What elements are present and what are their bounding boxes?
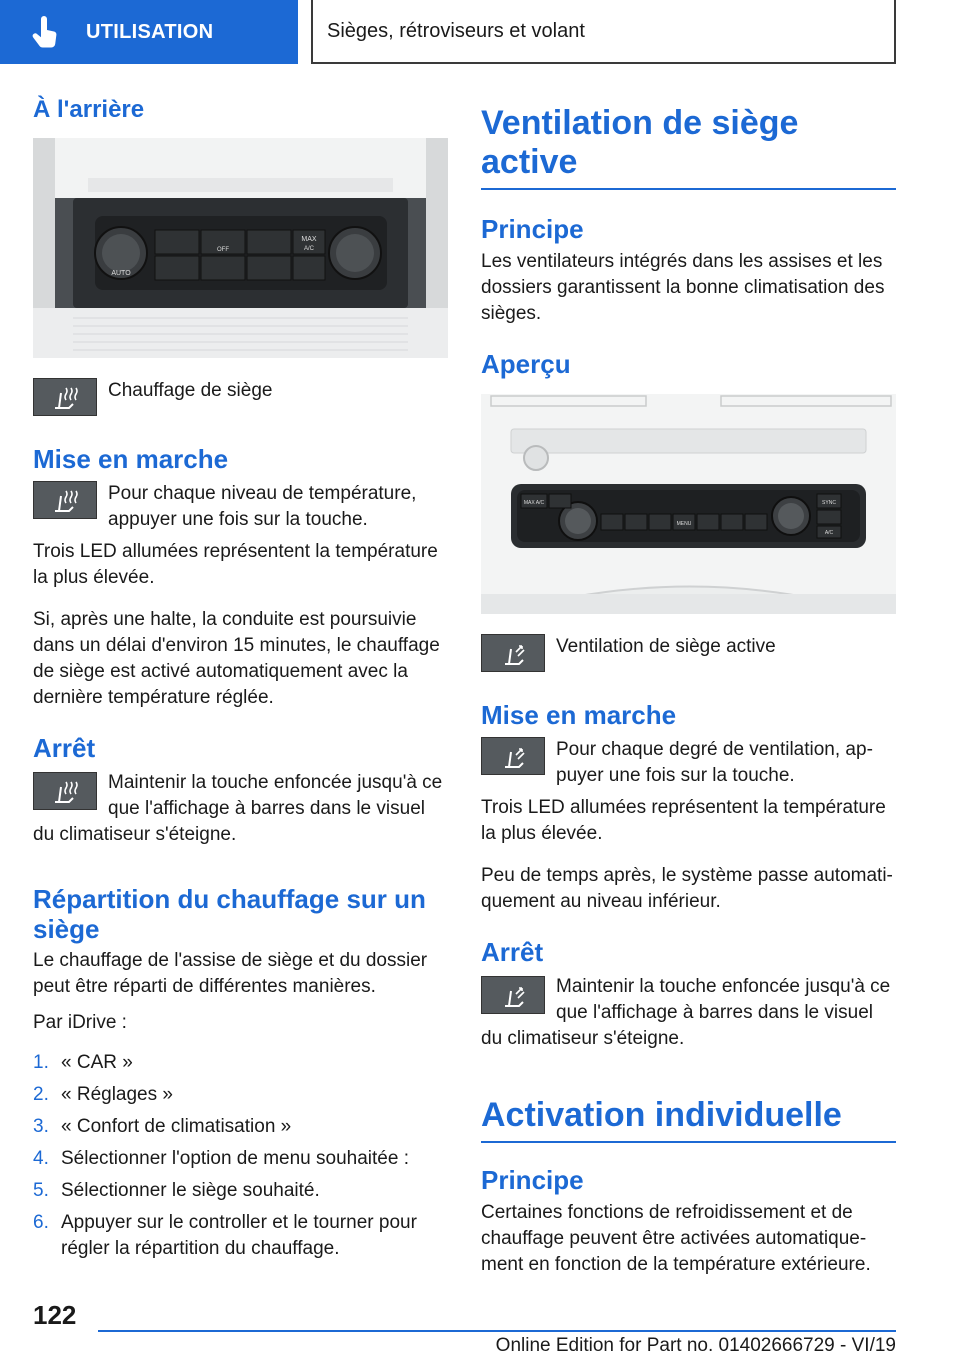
hand-pointer-icon — [28, 14, 64, 50]
sync-label: SYNC — [822, 500, 836, 506]
edition-label: Online Edition for Part no. 01402666729 - VI/19 — [495, 1335, 896, 1356]
left-on-leds: Trois LED allumées représentent la température la plus élevée. — [33, 541, 438, 588]
off-label: OFF — [217, 247, 229, 253]
overview-caption: Ventilation de siège active — [556, 636, 776, 657]
list-item: 5. Sélectionner le siège souhaité. — [33, 1180, 320, 1201]
seat-ventilation-icon — [481, 634, 545, 672]
breadcrumb — [311, 0, 896, 64]
list-item: 2. « Réglages » — [33, 1084, 173, 1105]
front-climate-panel-photo — [481, 394, 896, 614]
section-tab[interactable] — [0, 0, 298, 64]
list-item: 6. Appuyer sur le controller et le tourner pour régler la répartition du chauffage. — [33, 1212, 417, 1259]
front-panel-illustration — [481, 394, 896, 614]
overview-title: Aperçu — [481, 349, 571, 379]
seat-heating-icon — [33, 772, 97, 810]
left-column — [33, 96, 448, 1268]
seat-heating-icon — [33, 481, 97, 519]
max-ac-label: MAX A/C — [523, 500, 545, 506]
right-on-instruction: Pour chaque degré de ventilation, appuyer une fois sur la touche. — [556, 739, 873, 786]
right-off-title: Arrêt — [481, 937, 544, 967]
right-on-title: Mise en marche — [481, 700, 677, 730]
left-off-block — [33, 770, 448, 848]
list-item: 4. Sélectionner l'option de menu souhaitée : — [33, 1148, 409, 1169]
menu-label: MENU — [676, 521, 692, 527]
page-number: 122 — [33, 1300, 77, 1330]
distribution-idrive: Par iDrive : — [33, 1012, 127, 1033]
seat-ventilation-icon — [481, 976, 545, 1014]
max-label: MAX — [301, 236, 317, 243]
distribution-title: Répartition du chauffage sur un siège — [33, 884, 426, 944]
principle-text: Les ventilateurs intégrés dans les assises et les dossiers garantissent la bonne climatisation des sièges. — [481, 251, 885, 324]
auto-label: AUTO — [111, 270, 131, 277]
seat-heating-icon — [33, 378, 97, 416]
right-off-block — [481, 974, 896, 1052]
left-on-auto: Si, après une halte, la conduite est poursuivie dans un délai d'environ 15 minutes, le chauffage de siège est activé automatiquement avec la dernière température réglée. — [33, 609, 440, 708]
rear-caption: Chauffage de siège — [108, 380, 273, 401]
right-off-instruction: Maintenir la touche enfoncée jusqu'à ce que l'affichage à barres dans le visuel du climatiseur s'éteigne. — [481, 976, 891, 1049]
right-on-auto: Peu de temps après, le système passe automatiquement au niveau inférieur. — [481, 865, 893, 912]
individual-principle-title: Principe — [481, 1165, 584, 1195]
distribution-intro: Le chauffage de l'assise de siège et du dossier peut être réparti de différentes manières. — [33, 950, 428, 997]
ac-label: A/C — [303, 246, 315, 252]
right-on-leds: Trois LED allumées représentent la température la plus élevée. — [481, 797, 886, 844]
individual-principle-text: Certaines fonctions de refroidissement et de chauffage peuvent être activées automatiquement en fonction de la température extérieure. — [481, 1202, 871, 1275]
left-on-instruction: Pour chaque niveau de température, appuyer une fois sur la touche. — [108, 483, 417, 530]
ventilation-title: Ventilation de siège active — [481, 104, 896, 190]
left-off-instruction: Maintenir la touche enfoncée jusqu'à ce que l'affichage à barres dans le visuel du climatiseur s'éteigne. — [33, 772, 443, 845]
right-column — [481, 96, 896, 1278]
individual-activation-title: Activation individuelle — [481, 1096, 896, 1143]
list-item: 1. « CAR » — [33, 1052, 133, 1073]
rear-title: À l'arrière — [33, 96, 145, 123]
breadcrumb-label: Sièges, rétroviseurs et volant — [327, 19, 585, 42]
rear-climate-panel-photo — [33, 138, 448, 358]
idrive-steps — [33, 1050, 448, 1262]
seat-ventilation-icon — [481, 737, 545, 775]
section-label: UTILISATION — [86, 20, 214, 43]
rear-panel-illustration — [33, 138, 448, 358]
list-item: 3. « Confort de climatisation » — [33, 1116, 292, 1137]
principle-title: Principe — [481, 214, 584, 244]
footer-rule — [98, 1330, 896, 1332]
left-off-title: Arrêt — [33, 733, 96, 763]
ac-label: A/C — [824, 530, 834, 536]
left-on-title: Mise en marche — [33, 444, 229, 474]
